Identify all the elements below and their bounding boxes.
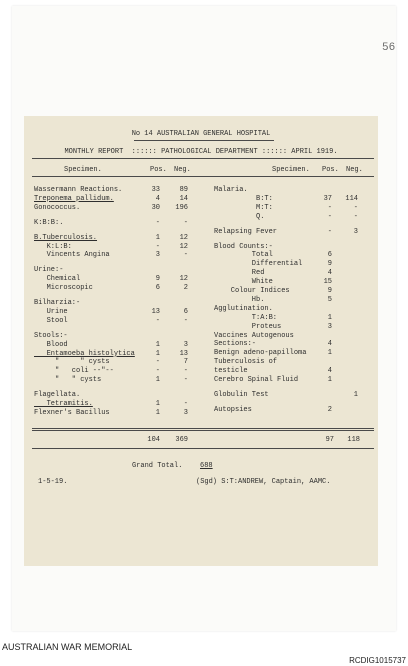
row-neg-value: - — [353, 203, 358, 212]
title-underline — [134, 140, 274, 141]
left-pos-header: Pos. — [150, 166, 167, 174]
row-neg-value: - — [183, 251, 188, 260]
report-date: 1-5-19. — [38, 478, 68, 486]
row-neg-value: - — [183, 400, 188, 408]
row-neg-value: 14 — [179, 194, 188, 203]
row-neg-value: 12 — [179, 275, 188, 284]
row-pos-value: 1 — [155, 233, 160, 242]
row-pos-value: 4 — [327, 269, 332, 278]
row-neg-value: 114 — [345, 194, 358, 203]
row-pos-value: 6 — [327, 251, 332, 260]
row-label: Sections:- — [214, 340, 257, 349]
row-label: Flexner's Bacillus — [34, 408, 110, 417]
row-pos-value: 1 — [155, 376, 160, 385]
row-label: Entamoeba histolytica — [34, 349, 135, 358]
pathology-report — [24, 116, 378, 566]
row-label: Gonococcus. — [34, 203, 81, 212]
row-label: Proteus — [214, 322, 282, 331]
row-pos-value: - — [155, 367, 160, 376]
row-label: Vaccines Autogenous — [214, 331, 294, 340]
row-label: Urine — [34, 307, 68, 316]
hospital-title: No 14 AUSTRALIAN GENERAL HOSPITAL — [131, 130, 271, 138]
row-neg-value: 1 — [353, 390, 358, 399]
row-pos-value: 15 — [323, 278, 332, 287]
row-pos-value: 1 — [155, 349, 160, 358]
row-pos-value: 1 — [327, 313, 332, 322]
row-label: Tuberculosis of — [214, 358, 278, 367]
row-label: " " cysts — [34, 376, 102, 385]
total-right-neg: 118 — [347, 436, 360, 444]
row-label: Tetramitis. — [34, 400, 93, 408]
row-neg-value: 3 — [353, 227, 358, 236]
row-label: Autopsies — [214, 405, 252, 414]
row-neg-value: - — [353, 212, 358, 221]
row-neg-value: 3 — [183, 408, 188, 417]
row-neg-value: - — [183, 376, 188, 385]
row-label: Total — [214, 251, 273, 260]
row-label: T:A:B: — [214, 313, 278, 322]
row-label: Red — [214, 269, 265, 278]
row-label: K:L:B: — [34, 242, 72, 251]
total-right-pos: 97 — [325, 436, 334, 444]
row-pos-value: 9 — [155, 275, 160, 284]
row-label: Bilharzia:- — [34, 299, 81, 307]
totals-rule-top-double — [32, 430, 374, 431]
row-pos-value: 3 — [327, 322, 332, 331]
row-pos-value: - — [155, 218, 160, 227]
row-pos-value: 1 — [155, 400, 160, 408]
row-pos-value: 1 — [327, 349, 332, 358]
row-label: K:B:B:. — [34, 218, 64, 227]
row-pos-value: - — [155, 316, 160, 325]
row-pos-value: 30 — [151, 203, 160, 212]
row-label: Wassermann Reactions. — [34, 186, 123, 194]
row-pos-value: - — [155, 242, 160, 251]
row-label: Blood — [34, 340, 68, 349]
row-neg-value: - — [183, 316, 188, 325]
row-label: Relapsing Fever — [214, 227, 278, 236]
row-neg-value: 6 — [183, 307, 188, 316]
row-neg-value: 7 — [183, 358, 188, 367]
row-pos-value: 4 — [327, 340, 332, 349]
row-pos-value: 9 — [327, 260, 332, 269]
row-label: Chemical — [34, 275, 81, 284]
row-neg-value: 196 — [175, 203, 188, 212]
row-pos-value: 33 — [151, 186, 160, 194]
row-label: Treponema pallidum. — [34, 194, 114, 203]
row-pos-value: 5 — [327, 295, 332, 304]
total-left-neg: 369 — [175, 436, 188, 444]
row-label: Blood Counts:- — [214, 242, 273, 251]
footer-reference: RCDIG1015737 — [349, 656, 406, 665]
row-neg-value: - — [183, 367, 188, 376]
grand-total-value: 688 — [200, 462, 213, 470]
right-neg-header: Neg. — [346, 166, 363, 174]
header-rule-top — [32, 158, 374, 159]
report-title: MONTHLY REPORT :::::: PATHOLOGICAL DEPARTMENT :::::: APRIL 1919. — [64, 148, 338, 156]
left-neg-header: Neg. — [174, 166, 191, 174]
row-neg-value: 13 — [179, 349, 188, 358]
totals-rule-top — [32, 428, 374, 429]
row-label: " " cysts — [34, 358, 110, 367]
row-label: Urine:- — [34, 266, 64, 275]
row-neg-value: - — [183, 218, 188, 227]
header-rule-bottom — [32, 176, 374, 177]
row-pos-value: - — [155, 358, 160, 367]
footer-institution: AUSTRALIAN WAR MEMORIAL — [2, 642, 133, 652]
grand-total-label: Grand Total. — [132, 462, 183, 470]
row-neg-value: 2 — [183, 284, 188, 293]
row-pos-value: 37 — [323, 194, 332, 203]
row-pos-value: 3 — [155, 251, 160, 260]
row-label: Microscopic — [34, 284, 93, 293]
row-label: M:T: — [214, 203, 273, 212]
right-pos-header: Pos. — [322, 166, 339, 174]
row-label: Agglutination. — [214, 304, 273, 313]
row-pos-value: 4 — [155, 194, 160, 203]
row-label: Q. — [214, 212, 265, 221]
row-label: testicle — [214, 367, 248, 376]
signature: (Sgd) S:T:ANDREW, Captain, AAMC. — [196, 478, 331, 486]
row-label: Flagellata. — [34, 391, 81, 400]
row-neg-value: 3 — [183, 340, 188, 349]
left-specimen-header: Specimen. — [64, 166, 102, 174]
row-label: Globulin Test — [214, 390, 269, 399]
row-pos-value: 13 — [151, 307, 160, 316]
row-label: Cerebro Spinal Fluid — [214, 376, 299, 384]
row-label: Stools:- — [34, 331, 68, 340]
row-label: B:T: — [214, 194, 273, 203]
row-pos-value: 1 — [327, 376, 332, 384]
row-pos-value: 4 — [327, 367, 332, 376]
totals-rule-bottom — [32, 448, 374, 449]
row-label: B.Tuberculosis. — [34, 233, 98, 242]
row-pos-value: 2 — [327, 405, 332, 414]
row-pos-value: - — [327, 203, 332, 212]
row-pos-value: 1 — [155, 340, 160, 349]
page-number: 56 — [382, 42, 396, 54]
row-neg-value: 12 — [179, 242, 188, 251]
row-neg-value: 89 — [179, 186, 188, 194]
row-pos-value: 6 — [155, 284, 160, 293]
row-label: " coli --"-- — [34, 367, 114, 376]
row-label: Colour Indices — [214, 287, 290, 295]
row-label: Hb. — [214, 295, 265, 304]
row-label: Stool — [34, 316, 68, 325]
row-label: Vincents Angina — [34, 251, 110, 260]
row-label: Benign adeno-papilloma — [214, 349, 307, 358]
row-pos-value: - — [327, 212, 332, 221]
row-pos-value: 1 — [155, 408, 160, 417]
row-pos-value: 9 — [327, 287, 332, 295]
total-left-pos: 104 — [147, 436, 160, 444]
row-label: White — [214, 278, 273, 287]
row-neg-value: 12 — [179, 233, 188, 242]
row-label: Malaria. — [214, 186, 248, 194]
row-pos-value: - — [327, 227, 332, 236]
right-specimen-header: Specimen. — [272, 166, 310, 174]
row-label: Differential — [214, 260, 303, 269]
